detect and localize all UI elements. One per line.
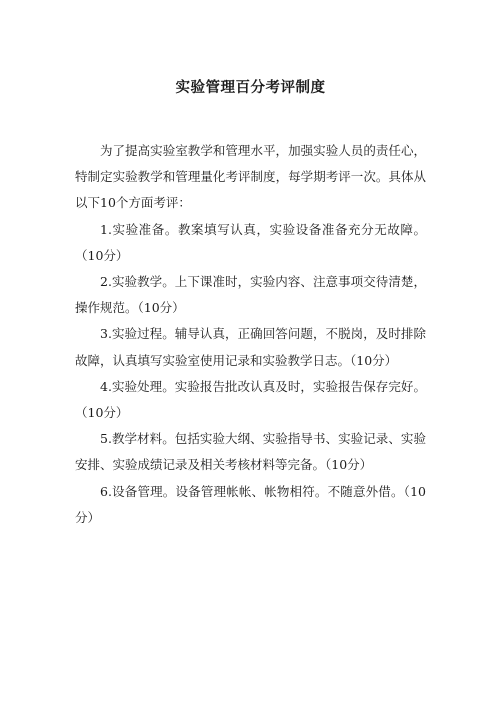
item-paragraph-6: 6.设备管理。设备管理帐帐、帐物相符。不随意外借。（10分） [75, 483, 426, 525]
intro-paragraph: 为了提高实验室教学和管理水平，加强实验人员的责任心，特制定实验教学和管理量化考评制度，每学期考评一次。具体从以下10个方面考评： [75, 143, 426, 211]
item-paragraph-5: 5.教学材料。包括实验大纲、实验指导书、实验记录、实验安排、实验成绩记录及相关考核材料等完备。（10分） [75, 431, 426, 473]
item-paragraph-2: 2.实验教学。上下课准时，实验内容、注意事项交待清楚，操作规范。（10分） [75, 274, 426, 316]
item-paragraph-3: 3.实验过程。辅导认真，正确回答问题，不脱岗，及时排除故障，认真填写实验室使用记录和实验教学日志。（10分） [75, 326, 426, 368]
document-body [75, 138, 426, 531]
document-title: 实验管理百分考评制度 [175, 79, 326, 96]
item-paragraph-4: 4.实验处理。实验报告批改认真及时，实验报告保存完好。（10分） [75, 378, 426, 421]
item-paragraph-1: 1.实验准备。教案填写认真，实验设备准备充分无故障。（10分） [75, 221, 426, 263]
